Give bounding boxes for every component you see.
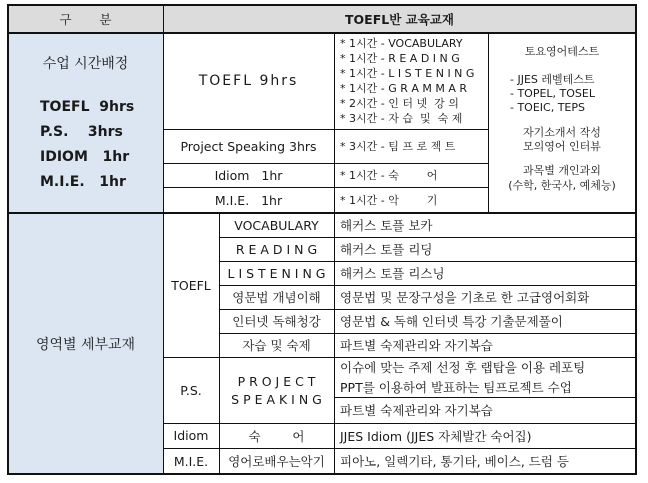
divider (219, 309, 636, 310)
course-mie: M.I.E. 1hr (214, 192, 283, 208)
divider (488, 33, 489, 213)
divider (163, 129, 488, 130)
book-reading: 해커스 토플 리딩 (340, 242, 433, 257)
category-mie: M.I.E. (173, 453, 209, 469)
book-idiom: JJES Idiom (JJES 자체발간 숙어집) (340, 428, 532, 444)
border-right (635, 4, 637, 475)
book-project-speaking (334, 357, 636, 397)
border-section (8, 212, 637, 214)
detail-line: * 1시간 - VOCABULARY (340, 37, 463, 50)
divider (219, 237, 636, 238)
divider (219, 333, 636, 334)
divider (163, 423, 636, 424)
border-header-bottom (8, 32, 637, 34)
extras-line: - TOEIC, TEPS (510, 101, 585, 114)
book-listening: 해커스 토플 리스닝 (340, 266, 445, 281)
book-mie: 피아노, 일렉기타, 통기타, 베이스, 드럼 등 (340, 454, 569, 469)
extras-line: 토요영어테스트 (524, 45, 600, 58)
extras-line: - TOPEL, TOSEL (510, 87, 595, 100)
detail-line: * 1시간 - L I S T E N I N G (340, 67, 475, 80)
divider (163, 163, 488, 164)
book-vocabulary: 해커스 토플 보카 (340, 218, 433, 233)
area-grammar: 영문법 개념이해 (232, 290, 321, 305)
header-title: TOEFL반 교육교재 (345, 12, 454, 27)
area-project-speaking (219, 357, 334, 423)
divider (163, 357, 636, 358)
schedule-label (8, 33, 163, 213)
header-category: 구 분 (59, 12, 112, 27)
details-idiom: * 1시간 - 숙 어 (340, 168, 438, 182)
border-top (8, 4, 637, 6)
details-toefl (334, 35, 488, 129)
divider (163, 187, 488, 188)
book-self-study: 파트별 숙제관리와 자기복습 (340, 338, 493, 353)
extras-line: 모의영어 인터뷰 (523, 140, 601, 153)
area-ps-line1: P R O J E C T (237, 373, 316, 389)
category-ps: P.S. (180, 382, 202, 398)
course-project-speaking: Project Speaking 3hrs (180, 138, 317, 154)
border-bottom (8, 473, 637, 475)
category-idiom: Idiom (173, 428, 209, 443)
materials-title: 영역별 세부교재 (35, 336, 136, 353)
extras-line: 자기소개서 작성 (523, 126, 601, 139)
area-internet-reading: 인터넷 독해청강 (232, 314, 321, 329)
book-ps-line2: PPT를 이용하여 발표하는 팀프로젝트 수업 (340, 380, 572, 395)
schedule-title: 수업 시간배정 (42, 56, 129, 72)
category-toefl: TOEFL (171, 277, 211, 293)
divider (334, 397, 636, 398)
area-ps-line2: S P E A K I N G (231, 391, 322, 407)
detail-line: * 1시간 - R E A D I N G (340, 52, 460, 65)
schedule-item-ps: P.S. 3hrs (40, 124, 123, 140)
details-project-speaking: * 3시간 - 팀 프 로 젝 트 (340, 139, 456, 153)
divider (219, 261, 636, 262)
book-ps-line1: 이슈에 맞는 주제 선정 후 랩탑을 이용 레포팅 (340, 360, 586, 375)
area-reading: R E A D I N G (235, 241, 318, 257)
detail-line: * 1시간 - G R A M M A R (340, 82, 468, 95)
details-mie: * 1시간 - 악 기 (340, 193, 438, 207)
extras-line: 과목별 개인과외 (523, 164, 601, 177)
divider (163, 448, 636, 449)
detail-line: * 3시간 - 자 습 및 숙 제 (340, 112, 463, 125)
border-left (7, 4, 9, 475)
divider (219, 285, 636, 286)
divider (334, 33, 335, 474)
area-vocabulary: VOCABULARY (234, 217, 319, 233)
area-mie: 영어로배우는악기 (228, 454, 325, 469)
book-grammar: 영문법 및 문장구성을 기초로 한 고급영어회화 (340, 290, 590, 305)
schedule-item-mie: M.I.E. 1hr (40, 174, 126, 190)
extras-line: (수학, 한국사, 예체능) (508, 179, 616, 192)
extras-panel (488, 33, 636, 213)
divider (219, 213, 220, 474)
area-self-study: 자습 및 숙제 (242, 338, 311, 353)
book-internet-reading: 영문법 & 독해 인터넷 특강 기출문제풀이 (340, 314, 563, 329)
detail-line: * 2시간 - 인 터 넷 강 의 (340, 97, 459, 110)
area-idiom: 숙 어 (248, 428, 305, 444)
course-idiom: Idiom 1hr (214, 167, 283, 183)
course-toefl: TOEFL 9hrs (198, 73, 299, 89)
divider (163, 5, 164, 474)
schedule-item-idiom: IDIOM 1hr (40, 149, 130, 165)
schedule-item-toefl: TOEFL 9hrs (40, 99, 135, 115)
area-listening: L I S T E N I N G (227, 265, 326, 281)
extras-line: - JJES 레벨테스트 (510, 73, 595, 86)
book-ps-homework: 파트별 숙제관리와 자기복습 (340, 403, 493, 418)
